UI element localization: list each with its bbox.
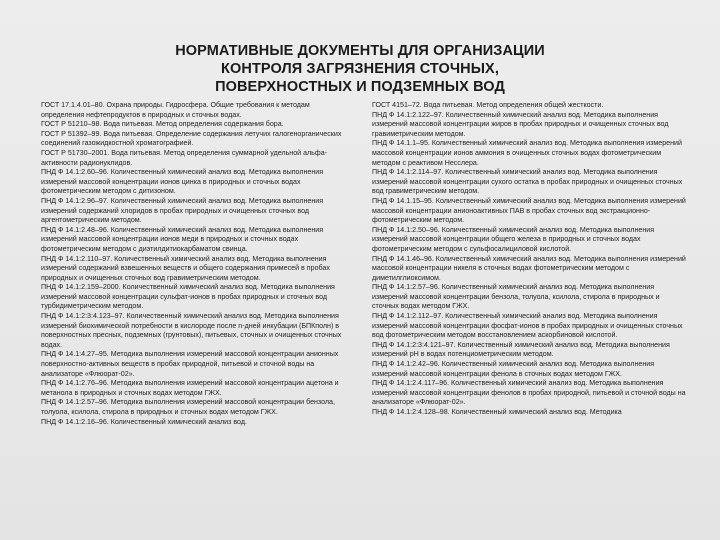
document-entry: ПНД Ф 14.1:4.27–95. Методика выполнения измерений массовой концентрации анионных поверхностно-активных веществ в пробах природной, питьевой и сточной воды на анализаторе «Флюорат-02». <box>41 350 339 378</box>
right-column <box>372 101 688 418</box>
document-entry: ПНД Ф 14.1:2.112–97. Количественный химический анализ вод. Методика выполнения измерений массовой концентрации фосфат-ионов в пробах природных и очищенных сточных вод фотометрическим методом восстановлением аскорбиновой кислотой. <box>372 312 683 340</box>
document-entry: ГОСТ Р 51210–98. Вода питьевая. Метод определения содержания бора. <box>41 120 284 129</box>
document-entry: ПНД Ф 14.1.15–95. Количественный химический анализ вод. Методика выполнения измерений массовой концентрации анионоактивных ПАВ в пробах сточных вод экстракционно-фотометрическим методом. <box>372 196 686 225</box>
document-entry: ПНД Ф 14.1:2.48–96. Количественный химический анализ вод. Методика выполнения измерений массовой концентрации ионов меди в природных и сточных водах фотометрическим методом с диэтилдитиокарбаматом свинца. <box>41 225 324 253</box>
left-column <box>41 101 353 427</box>
document-entry: ПНД Ф 14.1:2.110–97. Количественный химический анализ вод. Методика выполнения измерений содержаний взвешенных веществ и общего содержания примесей в пробах природных и очищенных сточных вод гравиметрическим методом. <box>41 254 330 282</box>
document-entry: ГОСТ Р 51730–2001. Вода питьевая. Метод определения суммарной удельной альфа-активности радионуклидов. <box>41 148 328 167</box>
document-entry: ГОСТ Р 51392–99. Вода питьевая. Определение содержания летучих галогенорганических соединений газожидкостной хроматографией. <box>41 129 342 148</box>
document-entry: ПНД Ф 14.1:2:3:4.123–97. Количественный химический анализ вод. Методика выполнения измерений биохимической потребности в кислороде после n-дней инкубации (БПКполн) в поверхностных пресных, подземных (грунтовых), питьевых, сточных и очищенных сточных водах. <box>41 312 342 349</box>
document-entry: ПНД Ф 14.1:2.16–96. Количественный химический анализ вод. <box>41 417 247 426</box>
document-entry: ПНД Ф 14.1:2.60–96. Количественный химический анализ вод. Методика выполнения измерений массовой концентрации ионов цинка в природных и сточных водах фотометрическим методом с дитизоном. <box>41 168 324 196</box>
title-line-3: ПОВЕРХНОСТНЫХ И ПОДЗЕМНЫХ ВОД <box>215 79 505 95</box>
document-entry: ПНД Ф 14.1:2.57–96. Методика выполнения измерений массовой концентрации бензола, толуола, ксилола, стирола в природных и сточных водах методом ГЖХ. <box>41 398 335 416</box>
document-entry: ПНД Ф 14.1:2:3:4.121–97. Количественный химический анализ вод. Методика выполнения измерений pH в водах потенциометрическим методом. <box>372 340 670 359</box>
document-entry: ПНД Ф 14.1:2.76–96. Методика выполнения измерений массовой концентрации ацетона и метанола в природных и сточных водах методом ГЖХ. <box>41 379 339 397</box>
document-entry: ПНД Ф 14.1:2.114–97. Количественный химический анализ вод. Методика выполнения измерений массовой концентрации сухого остатка в пробах природных и очищенных сточных вод гравиметрическим методом. <box>372 168 683 196</box>
document-entry: ПНД Ф 14.1:2.42–96. Количественный химический анализ вод. Методика выполнения измерений массовой концентрации фенола в сточных водах методом ГЖХ. <box>372 360 655 378</box>
title-line-2: КОНТРОЛЯ ЗАГРЯЗНЕНИЯ СТОЧНЫХ, <box>221 61 499 77</box>
document-entry: ПНД Ф 14.1:2:4.128–98. Количественный химический анализ вод. Методика <box>372 408 622 416</box>
document-entry: ПНД Ф 14.1.46–96. Количественный химический анализ вод. Методика выполнения измерений массовой концентрации никеля в сточных водах фотометрическим методом с диметилглиоксимом. <box>372 254 686 282</box>
document-entry: ПНД Ф 14.1:2.122–97. Количественный химический анализ вод. Методика выполнения измерений массовой концентрации жиров в пробах природных и очищенных сточных вод гравиметрическим методом. <box>372 110 669 138</box>
document-entry: ПНД Ф 14.1:2.57–96. Количественный химический анализ вод. Методика выполнения измерений массовой концентрации бензола, толуола, ксилола, стирола в природных и сточных водах методом ГЖХ. <box>372 283 660 311</box>
document-entry: ГОСТ 17.1.4.01–80. Охрана природы. Гидросфера. Общие требования к методам определения нефтепродуктов в природных и сточных водах. <box>41 101 310 119</box>
document-entry: ГОСТ 4151–72. Вода питьевая. Метод определения общей жесткости. <box>372 101 604 109</box>
document-entry: ПНД Ф 14.1:2.159–2000. Количественный химический анализ вод. Методика выполнения измерений массовой концентрации сульфат-ионов в пробах природных и сточных вод турбидиметрическим методом. <box>41 283 335 311</box>
document-entry: ПНД Ф 14.1:2.4.117–96. Количественный химический анализ вод. Методика выполнения измерений массовой концентрации фенолов в пробах природной, питьевой и сточной воды на анализаторе «Флюорат-02». <box>372 379 686 407</box>
document-entry: ПНД Ф 14.1:2.96–97. Количественный химический анализ вод. Методика выполнения измерений содержаний хлоридов в пробах природных и очищенных сточных вод аргентометрическим методом. <box>41 196 324 225</box>
document-entry: ПНД Ф 14.1.1–95. Количественный химический анализ вод. Методика выполнения измерений массовой концентрации ионов аммония в очищенных сточных водах фотометрическим методом с реактивом Несслера. <box>372 139 682 167</box>
title-line-1: НОРМАТИВНЫЕ ДОКУМЕНТЫ ДЛЯ ОРГАНИЗАЦИИ <box>175 43 545 59</box>
page-title <box>60 42 660 96</box>
document-entry: ПНД Ф 14.1:2.50–96. Количественный химический анализ вод. Методика выполнения измерений массовой концентрации общего железа в природных и сточных водах фотометрическим методом с сульфосалициловой кислотой. <box>372 225 655 253</box>
